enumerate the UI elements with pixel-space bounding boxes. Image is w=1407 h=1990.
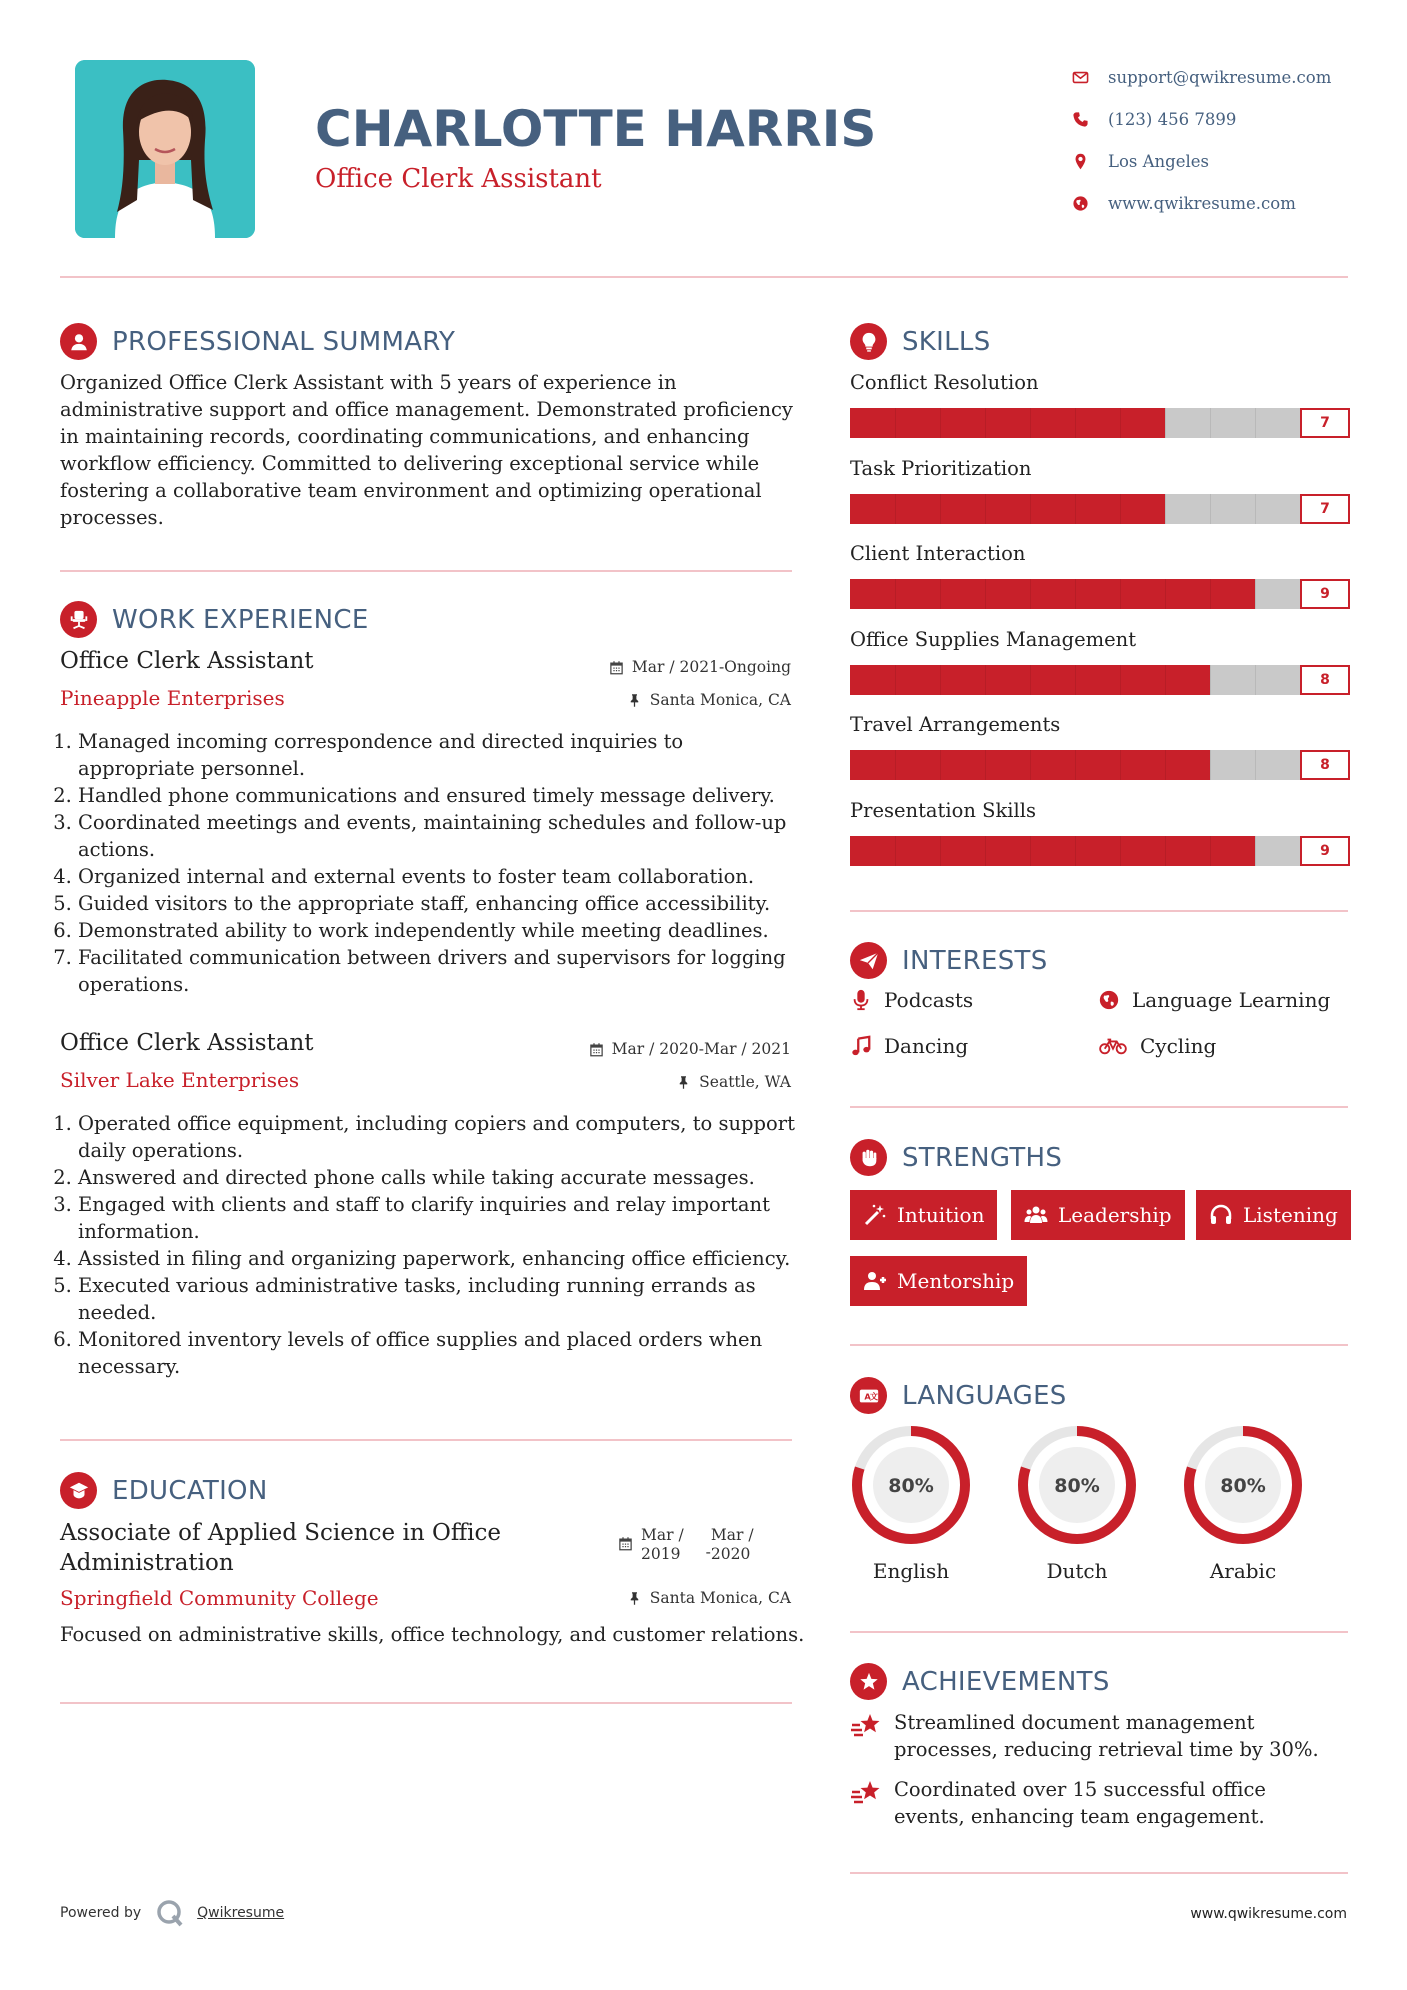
skill-score-badge: 8 [1300, 665, 1350, 695]
language-ring [1182, 1424, 1304, 1546]
achievement-text: Streamlined document management processes, reducing retrieval time by 30%. [894, 1711, 1319, 1761]
skill-bar-segment [985, 579, 986, 609]
candidate-title: Office Clerk Assistant [315, 164, 602, 194]
education-divider [60, 1702, 792, 1704]
strength-label: Listening [1243, 1203, 1338, 1227]
skill-name: Task Prioritization [850, 456, 1032, 480]
list-item: 1. Managed incoming correspondence and directed inquiries to appropriate personnel. [78, 728, 800, 782]
bicycle-icon [1098, 1035, 1128, 1057]
magic-wand-icon [863, 1203, 887, 1227]
candidate-name: CHARLOTTE HARRIS [315, 100, 877, 158]
education-heading [60, 1472, 268, 1509]
interests-divider [850, 1106, 1348, 1108]
calendar-icon [609, 660, 624, 675]
skill-bar-segment [1255, 494, 1256, 524]
skill-bar-segment [895, 665, 896, 695]
strength-chip-intuition [850, 1190, 997, 1240]
skill-bar-segment [1120, 579, 1121, 609]
summary-title: PROFESSIONAL SUMMARY [112, 326, 456, 357]
interests-heading [850, 942, 1048, 979]
skills-divider [850, 910, 1348, 912]
phone-icon [1072, 111, 1089, 128]
strength-label: Mentorship [897, 1269, 1015, 1293]
language-ring [1016, 1424, 1138, 1546]
list-item: 2. Answered and directed phone calls while taking accurate messages. [78, 1164, 800, 1191]
achievements-title: ACHIEVEMENTS [902, 1666, 1110, 1697]
experience-divider [60, 1439, 792, 1441]
skill-bar-segment [895, 750, 896, 780]
skill-score-badge: 7 [1300, 494, 1350, 524]
education-end [711, 1526, 754, 1564]
job-1-position: Office Clerk Assistant [60, 648, 314, 674]
users-icon [1024, 1203, 1048, 1227]
skill-bar-segment [940, 750, 941, 780]
interest-podcasts [850, 988, 973, 1012]
list-item: 4. Assisted in filing and organizing paperwork, enhancing office efficiency. [78, 1245, 800, 1272]
education-end-month: Mar / [710, 1526, 754, 1544]
education-start-year: 2019 [641, 1545, 681, 1563]
job-1-duties [60, 728, 800, 998]
achievement-item-2 [850, 1776, 1330, 1830]
pushpin-icon [676, 1075, 691, 1090]
contact-phone-text: (123) 456 7899 [1108, 109, 1237, 129]
skills-title: SKILLS [902, 326, 991, 357]
achievements-divider [850, 1872, 1348, 1874]
education-date [618, 1526, 754, 1564]
svg-text:文: 文 [869, 1391, 878, 1402]
skill-bar-segment [985, 836, 986, 866]
strength-label: Intuition [897, 1203, 985, 1227]
job-1-location [627, 691, 791, 709]
strength-label: Leadership [1058, 1203, 1172, 1227]
globe-icon [1072, 195, 1089, 212]
map-pin-icon [1072, 153, 1089, 170]
education-degree: Associate of Applied Science in Office Administration [60, 1520, 502, 1576]
skill-bar-fill [850, 494, 1165, 524]
skill-bar-segment [1075, 494, 1076, 524]
skill-bar-fill [850, 408, 1165, 438]
skill-bar-segment [940, 836, 941, 866]
education-school: Springfield Community College [60, 1586, 379, 1610]
job-1-location-text: Santa Monica, CA [649, 691, 791, 709]
skill-bar-segment [1075, 665, 1076, 695]
education-start [641, 1526, 684, 1564]
language-percent: 80% [1054, 1475, 1100, 1497]
skill-score-badge: 9 [1300, 579, 1350, 609]
language-percent: 80% [1220, 1475, 1266, 1497]
list-item: 3. Coordinated meetings and events, maintaining schedules and follow-up actions. [78, 809, 800, 863]
qwikresume-link[interactable]: Qwikresume [197, 1905, 285, 1921]
skill-bar-segment [1255, 408, 1256, 438]
user-circle-icon [60, 323, 97, 360]
strength-chip-listening [1196, 1190, 1351, 1240]
contact-phone[interactable] [1072, 98, 1382, 140]
skill-bar-segment [1075, 750, 1076, 780]
summary-divider [60, 570, 792, 572]
skill-score-badge: 9 [1300, 836, 1350, 866]
interest-label: Cycling [1140, 1034, 1217, 1058]
contact-location-text: Los Angeles [1108, 151, 1209, 171]
skill-score-badge: 7 [1300, 408, 1350, 438]
skill-bar [850, 750, 1300, 780]
skill-score-badge: 8 [1300, 750, 1350, 780]
skill-bar-segment [1165, 579, 1166, 609]
strengths-heading [850, 1139, 1062, 1176]
skills-heading [850, 323, 991, 360]
pushpin-icon [627, 693, 642, 708]
interest-cycling [1098, 1034, 1216, 1058]
language-ring [850, 1424, 972, 1546]
skill-bar-segment [895, 836, 896, 866]
strength-chip-leadership [1011, 1190, 1185, 1240]
paper-plane-icon [850, 942, 887, 979]
skill-bar-segment [1165, 836, 1166, 866]
list-item: 5. Guided visitors to the appropriate staff, enhancing office accessibility. [78, 890, 800, 917]
interest-label: Language Learning [1132, 988, 1331, 1012]
envelope-icon [1072, 69, 1089, 86]
skill-bar-segment [940, 408, 941, 438]
skill-bar-segment [1210, 579, 1211, 609]
languages-title: LANGUAGES [902, 1380, 1067, 1411]
skill-bar-segment [1120, 408, 1121, 438]
skill-bar-segment [985, 408, 986, 438]
contact-email[interactable] [1072, 56, 1382, 98]
qwikresume-logo-icon [155, 1898, 185, 1928]
languages-heading [850, 1377, 1067, 1414]
skill-bar-segment [1075, 408, 1076, 438]
skill-bar-segment [1120, 665, 1121, 695]
skill-bar-segment [940, 494, 941, 524]
interest-dancing [850, 1034, 968, 1058]
education-end-year: 2020 [710, 1545, 751, 1563]
contact-list [1072, 56, 1382, 224]
experience-heading [60, 601, 369, 638]
profile-photo [75, 60, 255, 238]
contact-website[interactable] [1072, 182, 1382, 224]
skill-bar-segment [1030, 750, 1031, 780]
skill-name: Travel Arrangements [850, 713, 1061, 736]
skill-bar-segment [1030, 494, 1031, 524]
education-location [627, 1589, 791, 1607]
skill-bar [850, 665, 1300, 695]
job-2-date-text: Mar / 2020-Mar / 2021 [611, 1040, 791, 1058]
skill-bar-segment [985, 494, 986, 524]
interests-title: INTERESTS [902, 945, 1048, 976]
job-1-date-text: Mar / 2021-Ongoing [631, 658, 791, 676]
user-plus-icon [863, 1269, 887, 1293]
fist-icon [850, 1139, 887, 1176]
achievements-heading [850, 1663, 1110, 1700]
calendar-icon [618, 1536, 633, 1551]
list-item: 5. Executed various administrative tasks, including running errands as needed. [78, 1272, 800, 1326]
skill-bar-segment [1210, 665, 1211, 695]
job-2-location-text: Seattle, WA [699, 1073, 791, 1091]
shooting-star-icon [850, 1778, 884, 1808]
star-badge-icon [850, 1663, 887, 1700]
skill-name: Conflict Resolution [850, 371, 1039, 394]
skill-name: Office Supplies Management [850, 627, 1137, 651]
experience-title: WORK EXPERIENCE [112, 604, 369, 635]
language-name: Dutch [1046, 1559, 1108, 1583]
job-2-position: Office Clerk Assistant [60, 1030, 314, 1056]
skill-bar [850, 836, 1300, 866]
job-1-date [609, 658, 791, 676]
list-item: 6. Monitored inventory levels of office supplies and placed orders when necessary. [78, 1326, 800, 1380]
skill-bar-segment [1255, 836, 1256, 866]
strengths-divider [850, 1344, 1348, 1346]
skill-bar-segment [985, 750, 986, 780]
skill-bar-segment [1120, 750, 1121, 780]
summary-text: Organized Office Clerk Assistant with 5 years of experience in administrative support and office management. Demonstrated proficiency in maintaining records, coordinating communications, and enhancing workflow efficiency. Committed to delivering exceptional service while fostering a collaborative team environment and optimizing operational processes. [60, 371, 793, 529]
lightbulb-icon [850, 323, 887, 360]
language-name: Arabic [1209, 1559, 1277, 1583]
job-2-location [676, 1073, 791, 1091]
skill-bar-segment [1165, 750, 1166, 780]
microphone-icon [850, 989, 872, 1011]
summary-heading [60, 323, 455, 360]
contact-website-text: www.qwikresume.com [1108, 193, 1296, 213]
contact-email-text: support@qwikresume.com [1108, 67, 1332, 87]
skill-bar-segment [1255, 665, 1256, 695]
interest-label: Podcasts [884, 988, 974, 1012]
list-item: 4. Organized internal and external events to foster team collaboration. [78, 863, 800, 890]
skill-bar-segment [1210, 494, 1211, 524]
skill-bar-segment [1120, 836, 1121, 866]
office-chair-icon [60, 601, 97, 638]
language-percent: 80% [888, 1475, 934, 1497]
skill-bar-segment [1210, 836, 1211, 866]
list-item: 1. Operated office equipment, including copiers and computers, to support daily operations. [78, 1110, 800, 1164]
skill-bar-segment [1255, 750, 1256, 780]
skill-bar-segment [1165, 494, 1166, 524]
skill-bar-segment [1030, 579, 1031, 609]
list-item: 3. Engaged with clients and staff to clarify inquiries and relay important information. [78, 1191, 800, 1245]
header-divider [60, 276, 1348, 278]
skill-bar-segment [1210, 750, 1211, 780]
strengths-title: STRENGTHS [902, 1142, 1063, 1173]
languages-divider [850, 1631, 1348, 1633]
education-date-dash: - [705, 1543, 711, 1561]
education-start-month: Mar / [641, 1526, 684, 1544]
skill-bar-segment [1120, 494, 1121, 524]
education-description: Focused on administrative skills, office technology, and customer relations. [60, 1623, 805, 1646]
skill-bar-segment [1030, 665, 1031, 695]
headphones-icon [1209, 1203, 1233, 1227]
globe-icon [1098, 989, 1120, 1011]
education-title: EDUCATION [112, 1475, 268, 1506]
job-2-date [589, 1040, 791, 1058]
music-note-icon [850, 1035, 872, 1057]
interest-label: Dancing [884, 1034, 969, 1058]
skill-name: Client Interaction [850, 542, 1026, 565]
skill-bar-segment [1255, 579, 1256, 609]
strength-chip-mentorship [850, 1256, 1027, 1306]
skill-bar-segment [1030, 836, 1031, 866]
skill-bar-segment [1075, 836, 1076, 866]
interest-language-learning [1098, 988, 1330, 1012]
language-translate-icon [850, 1377, 887, 1414]
graduate-icon [60, 1472, 97, 1509]
contact-location [1072, 140, 1382, 182]
calendar-icon [589, 1042, 604, 1057]
skill-bar-segment [895, 579, 896, 609]
achievement-text: Coordinated over 15 successful office events, enhancing team engagement. [894, 1778, 1266, 1828]
pushpin-icon [627, 1591, 642, 1606]
powered-by-text: Powered by [60, 1905, 142, 1921]
education-location-text: Santa Monica, CA [649, 1589, 791, 1607]
footer-powered-by [60, 1898, 284, 1928]
list-item: 2. Handled phone communications and ensured timely message delivery. [78, 782, 800, 809]
skill-bar-segment [1030, 408, 1031, 438]
list-item: 6. Demonstrated ability to work independently while meeting deadlines. [78, 917, 800, 944]
skill-bar-segment [1165, 408, 1166, 438]
shooting-star-icon [850, 1711, 884, 1741]
job-1-company: Pineapple Enterprises [60, 686, 285, 710]
skill-bar-segment [940, 579, 941, 609]
skill-bar-segment [940, 665, 941, 695]
skill-bar-segment [895, 494, 896, 524]
skill-bar [850, 579, 1300, 609]
language-name: English [872, 1559, 950, 1583]
skill-name: Presentation Skills [850, 798, 1037, 822]
skill-bar [850, 408, 1300, 438]
skill-bar-segment [895, 408, 896, 438]
list-item: 7. Facilitated communication between drivers and supervisors for logging operations. [78, 944, 800, 998]
skill-bar-segment [1210, 408, 1211, 438]
skill-bar-segment [1075, 579, 1076, 609]
svg-text:A: A [863, 1391, 871, 1402]
skill-bar-fill [850, 836, 1255, 866]
job-2-company: Silver Lake Enterprises [60, 1068, 300, 1092]
skill-bar [850, 494, 1300, 524]
skill-bar-segment [1165, 665, 1166, 695]
job-2-duties [60, 1110, 800, 1380]
achievement-item-1 [850, 1709, 1330, 1763]
skill-bar-segment [985, 665, 986, 695]
footer-website[interactable]: www.qwikresume.com [1190, 1906, 1347, 1922]
skill-bar-fill [850, 579, 1255, 609]
